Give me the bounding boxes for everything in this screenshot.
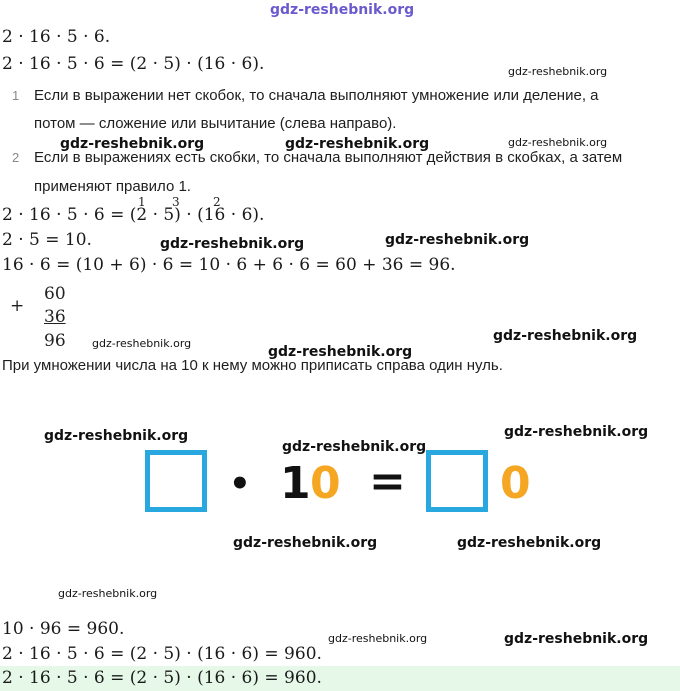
result-box xyxy=(426,450,488,512)
digit-zero: 0 xyxy=(310,458,341,509)
watermark: gdz-reshebnik.org xyxy=(160,236,305,252)
expression-line: 2 · 16 · 5 · 6 = (2 · 5) · (16 · 6) = 960. xyxy=(2,644,322,664)
watermark: gdz-reshebnik.org xyxy=(285,136,430,152)
result-zero: 0 xyxy=(500,458,531,509)
watermark: gdz-reshebnik.org xyxy=(328,632,428,645)
expression-line: 10 · 96 = 960. xyxy=(2,619,125,639)
watermark: gdz-reshebnik.org xyxy=(268,344,413,360)
empty-box xyxy=(145,450,207,512)
watermark: gdz-reshebnik.org xyxy=(270,2,415,18)
watermark: gdz-reshebnik.org xyxy=(508,65,608,78)
watermark: gdz-reshebnik.org xyxy=(493,328,638,344)
rule-text: применяют правило 1. xyxy=(34,178,191,195)
order-mark: 1 xyxy=(138,195,146,209)
watermark: gdz-reshebnik.org xyxy=(457,535,602,551)
watermark: gdz-reshebnik.org xyxy=(504,424,649,440)
watermark: gdz-reshebnik.org xyxy=(504,631,649,647)
rule-2 xyxy=(12,149,622,166)
rule-number: 1 xyxy=(12,88,20,103)
watermark: gdz-reshebnik.org xyxy=(508,136,608,149)
digit-one: 1 xyxy=(280,458,311,509)
equals-sign: = xyxy=(369,456,406,507)
rule-text: Если в выражении нет скобок, то сначала выполняют умножение или деление, а xyxy=(34,87,599,104)
expression-line: 2 · 16 · 5 · 6. xyxy=(2,27,111,47)
expression-with-order: 2 · 16 · 5 · 6 = (2 · 5) · (16 · 6). xyxy=(2,205,265,225)
multiply-dot: • xyxy=(229,464,251,504)
expression-line: 2 · 16 · 5 · 6 = (2 · 5) · (16 · 6). xyxy=(2,54,265,74)
rule-text: Если в выражениях есть скобки, то сначала выполняют действия в скобках, а затем xyxy=(34,149,623,166)
sum: 96 xyxy=(44,331,66,351)
rule-1 xyxy=(12,87,599,104)
watermark: gdz-reshebnik.org xyxy=(282,439,427,455)
watermark: gdz-reshebnik.org xyxy=(92,337,192,350)
order-mark: 2 xyxy=(213,195,221,209)
watermark: gdz-reshebnik.org xyxy=(58,587,158,600)
addend: 60 xyxy=(44,284,66,304)
note: При умножении числа на 10 к нему можно приписать справа один нуль. xyxy=(2,357,503,374)
rule-text: потом — сложение или вычитание (слева направо). xyxy=(34,115,397,132)
order-mark: 3 xyxy=(172,195,180,209)
plus-sign: + xyxy=(10,296,25,316)
expression-line: 2 · 5 = 10. xyxy=(2,230,92,250)
watermark: gdz-reshebnik.org xyxy=(44,428,189,444)
watermark: gdz-reshebnik.org xyxy=(60,136,205,152)
addend: 36 xyxy=(44,307,66,327)
watermark: gdz-reshebnik.org xyxy=(385,232,530,248)
rule-number: 2 xyxy=(12,150,20,165)
expression-line: 16 · 6 = (10 + 6) · 6 = 10 · 6 + 6 · 6 = 60 + 36 = 96. xyxy=(2,255,456,275)
watermark: gdz-reshebnik.org xyxy=(233,535,378,551)
answer-line: 2 · 16 · 5 · 6 = (2 · 5) · (16 · 6) = 960. xyxy=(2,668,322,688)
